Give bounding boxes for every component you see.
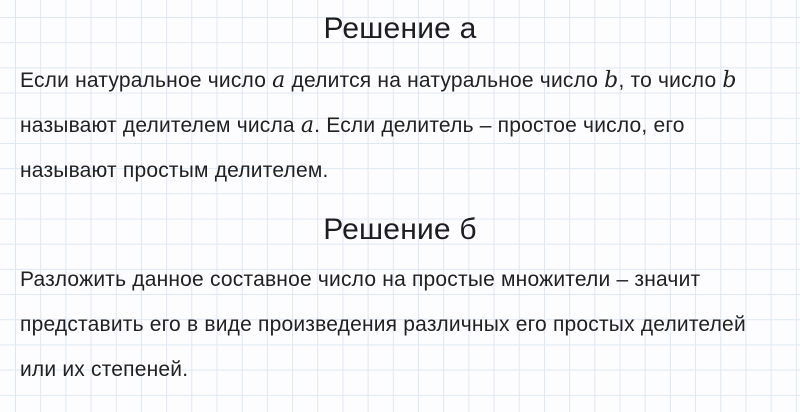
math-variable: a: [300, 113, 315, 138]
solution-a-paragraph: [20, 58, 786, 193]
text-segment: называют простым делителем.: [20, 159, 329, 182]
text-line: [20, 257, 786, 302]
text-segment: . Если делитель – простое число, его: [314, 114, 685, 137]
text-segment: или их степеней.: [20, 358, 189, 381]
text-line: [20, 302, 786, 347]
text-segment: делится на натуральное число: [285, 69, 605, 92]
math-variable: a: [272, 68, 286, 93]
solution-b-paragraph: [20, 257, 786, 392]
math-variable: b: [722, 68, 737, 93]
text-segment: представить его в виде произведения различных его простых делителей: [20, 313, 746, 336]
math-variable: b: [604, 68, 619, 93]
text-segment: Если натуральное число: [20, 69, 273, 92]
text-line: [20, 103, 786, 148]
solution-a-heading: Решение а: [323, 12, 477, 45]
solution-b-heading: Решение б: [323, 213, 477, 246]
text-line: [20, 148, 786, 193]
text-segment: , то число: [618, 69, 723, 92]
text-line: [20, 58, 786, 103]
text-line: [20, 347, 786, 392]
text-segment: называют делителем числа: [20, 114, 301, 137]
text-segment: Разложить данное составное число на простые множители – значит: [20, 268, 701, 291]
